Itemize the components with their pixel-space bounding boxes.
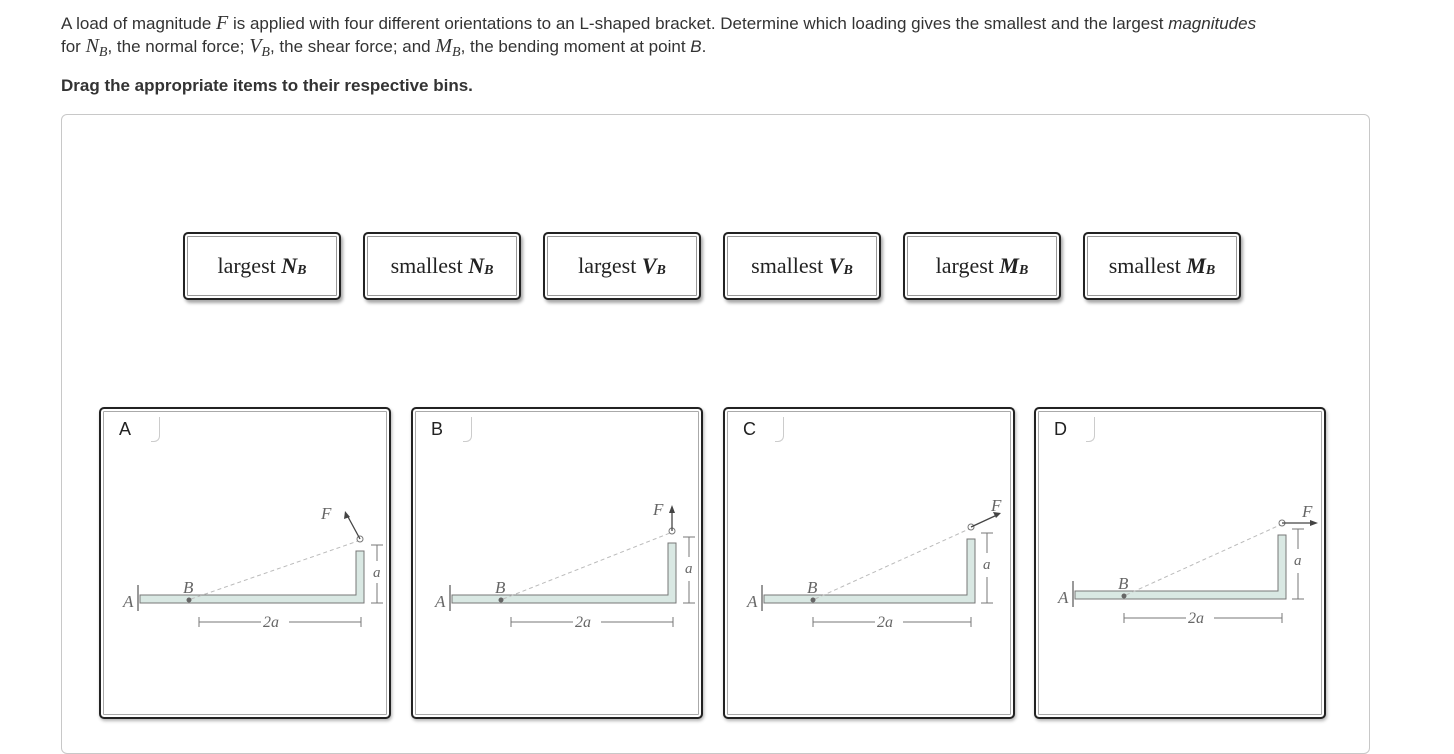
tile-word: largest xyxy=(578,253,637,278)
force-arrow xyxy=(347,515,360,539)
tile-subscript: B xyxy=(484,263,494,278)
tile-subscript: B xyxy=(1018,263,1029,278)
tile-symbol: M xyxy=(999,253,1019,278)
force-arrowhead xyxy=(669,505,675,513)
label-f: F xyxy=(653,500,664,519)
bracket-figure-b xyxy=(423,500,693,639)
question-part: A load of magnitude xyxy=(61,14,217,33)
bin-c[interactable] xyxy=(723,407,1015,719)
tile-symbol: N xyxy=(468,253,485,278)
tile-largest-NB[interactable] xyxy=(183,232,341,300)
tile-word: smallest xyxy=(751,253,824,278)
tile-subscript: B xyxy=(843,263,853,278)
tile-smallest-VB[interactable] xyxy=(723,232,881,300)
dim-2a: 2a xyxy=(877,614,893,631)
tile-subscript: B xyxy=(1205,263,1216,278)
tile-largest-MB[interactable] xyxy=(903,232,1061,300)
tile-symbol: V xyxy=(828,253,844,278)
label-a: A xyxy=(123,592,134,611)
tile-word: smallest xyxy=(390,253,463,278)
tile-smallest-NB[interactable] xyxy=(363,232,521,300)
point-b-dot xyxy=(499,598,504,603)
tile-symbol: V xyxy=(641,253,657,278)
tile-symbol: N xyxy=(281,253,298,278)
dim-a: a xyxy=(685,561,693,577)
dashed-line xyxy=(191,541,358,599)
label-b: B xyxy=(495,578,506,597)
question-part: , the shear force; and xyxy=(269,37,436,56)
label-b: B xyxy=(183,578,194,597)
bracket-figure-c xyxy=(735,496,1005,639)
tile-subscript: B xyxy=(297,263,307,278)
point-b-dot xyxy=(811,598,816,603)
point-B-ref: B xyxy=(690,37,702,56)
instruction: Drag the appropriate items to their respective bins. xyxy=(61,76,473,95)
question-part: , the normal force; xyxy=(107,37,250,56)
label-b: B xyxy=(1118,574,1129,593)
bracket-figure-a xyxy=(111,504,381,639)
dim-2a: 2a xyxy=(575,614,591,631)
force-arrow xyxy=(971,515,997,527)
bin-label: D xyxy=(1054,419,1067,439)
dim-2a: 2a xyxy=(263,614,279,631)
bin-b[interactable] xyxy=(411,407,703,719)
question-part: . xyxy=(701,37,707,56)
dashed-line xyxy=(503,533,670,599)
label-a: A xyxy=(1058,588,1069,607)
math-M: M xyxy=(435,35,453,57)
label-a: A xyxy=(747,592,758,611)
math-sub: B xyxy=(452,45,461,60)
tile-symbol: M xyxy=(1186,253,1206,278)
tile-word: largest xyxy=(217,253,276,278)
bracket-figure-d xyxy=(1046,502,1316,639)
dim-a: a xyxy=(373,565,381,581)
label-a: A xyxy=(435,592,446,611)
dim-a: a xyxy=(1294,553,1302,569)
question-part: for xyxy=(61,37,86,56)
dashed-line xyxy=(1126,525,1280,595)
math-sub: B xyxy=(261,45,270,60)
label-f: F xyxy=(321,504,332,523)
bin-a[interactable] xyxy=(99,407,391,719)
l-bracket xyxy=(1075,535,1286,599)
bin-label-divider xyxy=(1086,417,1095,442)
bin-label-divider xyxy=(463,417,472,442)
l-bracket xyxy=(764,539,975,603)
label-f: F xyxy=(1302,502,1313,521)
label-b: B xyxy=(807,578,818,597)
bin-label: B xyxy=(431,419,444,439)
tile-largest-VB[interactable] xyxy=(543,232,701,300)
bin-d[interactable] xyxy=(1034,407,1326,719)
bin-label-divider xyxy=(775,417,784,442)
question-part: , the bending moment at point xyxy=(460,37,691,56)
question-emphasis: magnitudes xyxy=(1168,14,1257,33)
math-F: F xyxy=(216,12,229,34)
point-b-dot xyxy=(187,598,192,603)
bin-label: C xyxy=(743,419,756,439)
tile-word: smallest xyxy=(1108,253,1181,278)
label-f: F xyxy=(991,496,1002,515)
l-bracket xyxy=(452,543,676,603)
bin-label-divider xyxy=(151,417,160,442)
tile-word: largest xyxy=(935,253,994,278)
math-sub: B xyxy=(98,45,108,60)
point-b-dot xyxy=(1122,594,1127,599)
question-text xyxy=(61,12,1446,60)
dim-a: a xyxy=(983,557,991,573)
question-part: is applied with four different orientations to an L-shaped bracket. Determine which loading gives the smallest and the largest xyxy=(228,14,1169,33)
tile-subscript: B xyxy=(656,263,666,278)
tile-smallest-MB[interactable] xyxy=(1083,232,1241,300)
math-V: V xyxy=(249,35,262,57)
l-bracket xyxy=(140,551,364,603)
dim-2a: 2a xyxy=(1188,610,1204,627)
bin-label: A xyxy=(119,419,132,439)
dashed-line xyxy=(815,529,969,599)
math-N: N xyxy=(85,35,99,57)
